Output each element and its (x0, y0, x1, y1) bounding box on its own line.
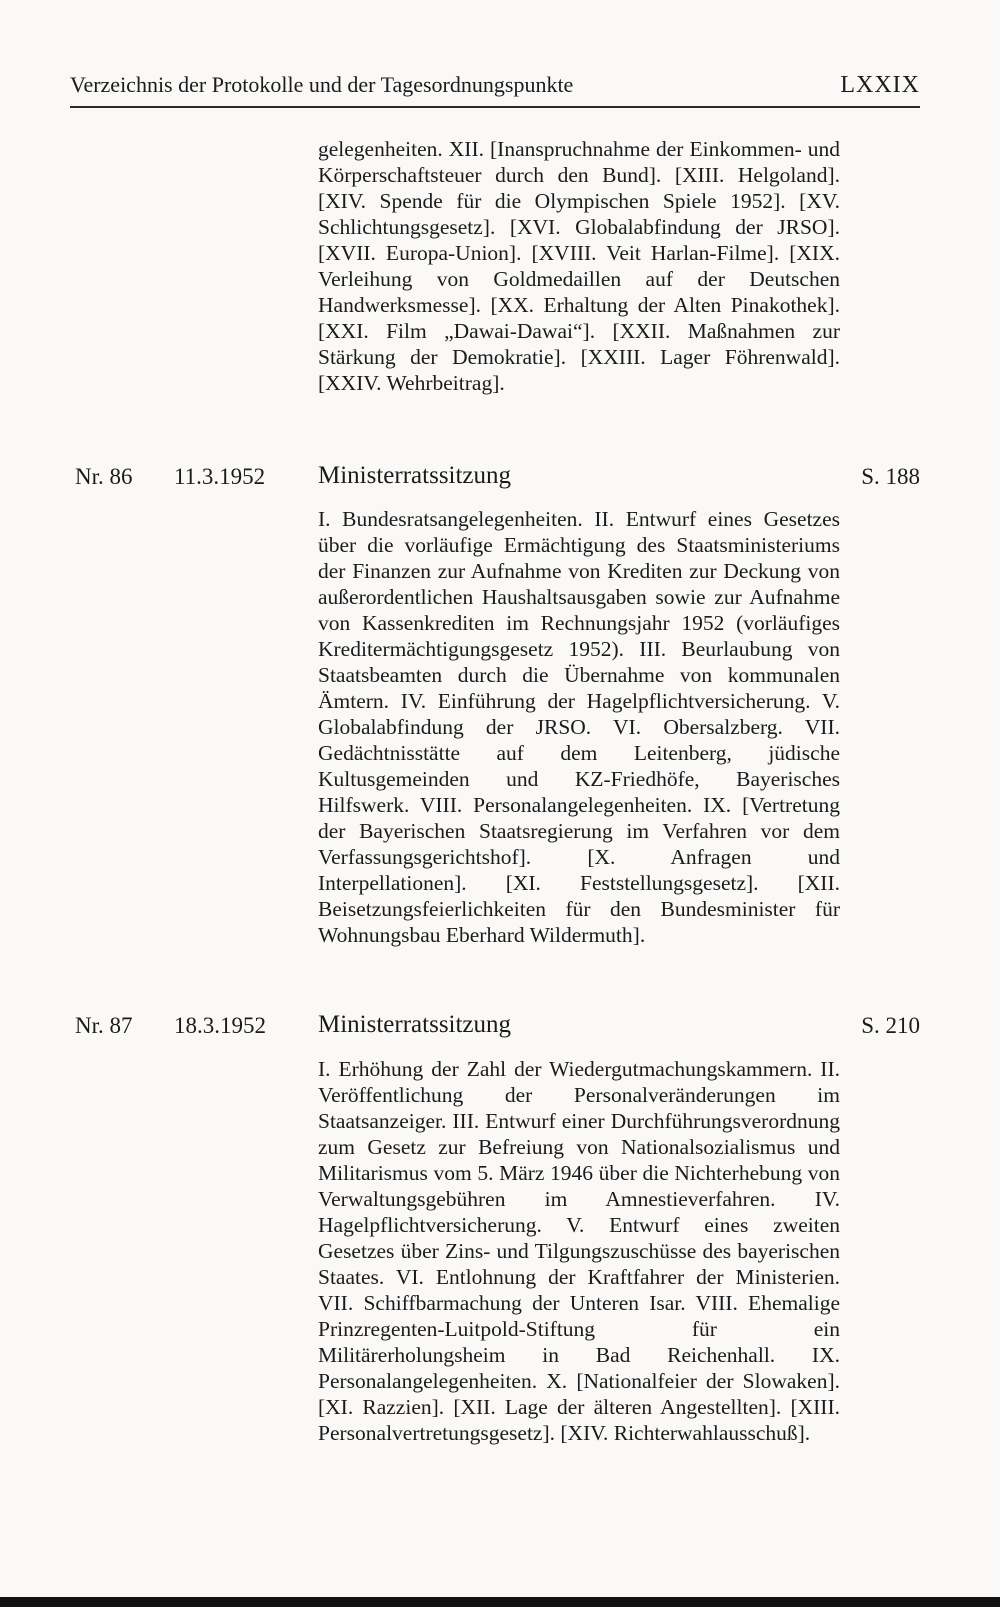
protocol-number: Nr. 86 (75, 464, 133, 489)
protocol-number: Nr. 87 (75, 1013, 133, 1038)
protocol-date: 18.3.1952 (174, 1013, 266, 1038)
continuation-agenda-text: gelegenheiten. XII. [Inanspruchnahme der Einkommen- und Körperschaftsteuer durch den Bund]. [XIII. Helgoland]. [XIV. Spende für die Olympischen Spiele 1952]. [XV. Schlichtungsgesetz]. [XVI. Globalabfindung der JRSO]. [XVII. Europa-Union]. [XVIII. Veit Harlan-Filme]. [XIX. Verleihung von Goldmedaillen auf der Deutschen Handwerksmesse]. [XX. Erhaltung der Alten Pinakothek]. [XXI. Film „Dawai-Dawai“]. [XXII. Maßnahmen zur Stärkung der Demokratie]. [XXIII. Lager Föhrenwald]. [XXIV. Wehrbeitrag]. (318, 137, 840, 395)
running-title: Verzeichnis der Protokolle und der Tagesordnungspunkte (70, 72, 574, 97)
session-page-ref: S. 188 (861, 464, 920, 489)
session-page-ref: S. 210 (861, 1013, 920, 1038)
session-title: Ministerratssitzung (318, 462, 512, 489)
protocol-date: 11.3.1952 (174, 464, 266, 489)
page-header (70, 70, 920, 108)
session-title: Ministerratssitzung (318, 1011, 512, 1038)
agenda-text: I. Bundesratsangelegenheiten. II. Entwurf eines Gesetzes über die vorläufige Ermächtigung des Staatsministeriums der Finanzen zur Aufnahme von Krediten zur Deckung von außerordentlichen Haushaltsausgaben sowie zur Aufnahme von Kassenkrediten im Rechnungsjahr 1952 (vorläufiges Kreditermächtigungsgesetz 1952). III. Beurlaubung von Staatsbeamten durch die Übernahme von kommunalen Ämtern. IV. Einführung der Hagelpflichtversicherung. V. Globalabfindung der JRSO. VI. Obersalzberg. VII. Gedächtnisstätte auf dem Leitenberg, jüdische Kultusgemeinden und KZ-Friedhöfe, Bayerisches Hilfswerk. VIII. Personalangelegenheiten. IX. [Vertretung der Bayerischen Staatsregierung im Verfahren vor dem Verfassungsgerichtshof]. [X. Anfragen und Interpellationen]. [XI. Feststellungsgesetz]. [XII. Beisetzungsfeierlichkeiten für den Bundesminister für Wohnungsbau Eberhard Wildermuth]. (318, 507, 840, 947)
bottom-border (0, 1597, 1000, 1607)
agenda-text: I. Erhöhung der Zahl der Wiedergutmachungskammern. II. Veröffentlichung der Personalveränderungen im Staatsanzeiger. III. Entwurf einer Durchführungsverordnung zum Gesetz zur Befreiung von Nationalsozialismus und Militarismus vom 5. März 1946 über die Nichterhebung von Verwaltungsgebühren im Amnestieverfahren. IV. Hagelpflichtversicherung. V. Entwurf eines zweiten Gesetzes über Zins- und Tilgungszuschüsse des bayerischen Staates. VI. Entlohnung der Kraftfahrer der Ministerien. VII. Schiffbarmachung der Unteren Isar. VIII. Ehemalige Prinzregenten-Luitpold-Stiftung für ein Militärerholungsheim in Bad Reichenhall. IX. Personalangelegenheiten. X. [Nationalfeier der Slowaken]. [XI. Razzien]. [XII. Lage der älteren Angestellten]. [XIII. Personalvertretungsgesetz]. [XIV. Richterwahlausschuß]. (318, 1057, 840, 1445)
page-number: LXXIX (840, 72, 920, 98)
